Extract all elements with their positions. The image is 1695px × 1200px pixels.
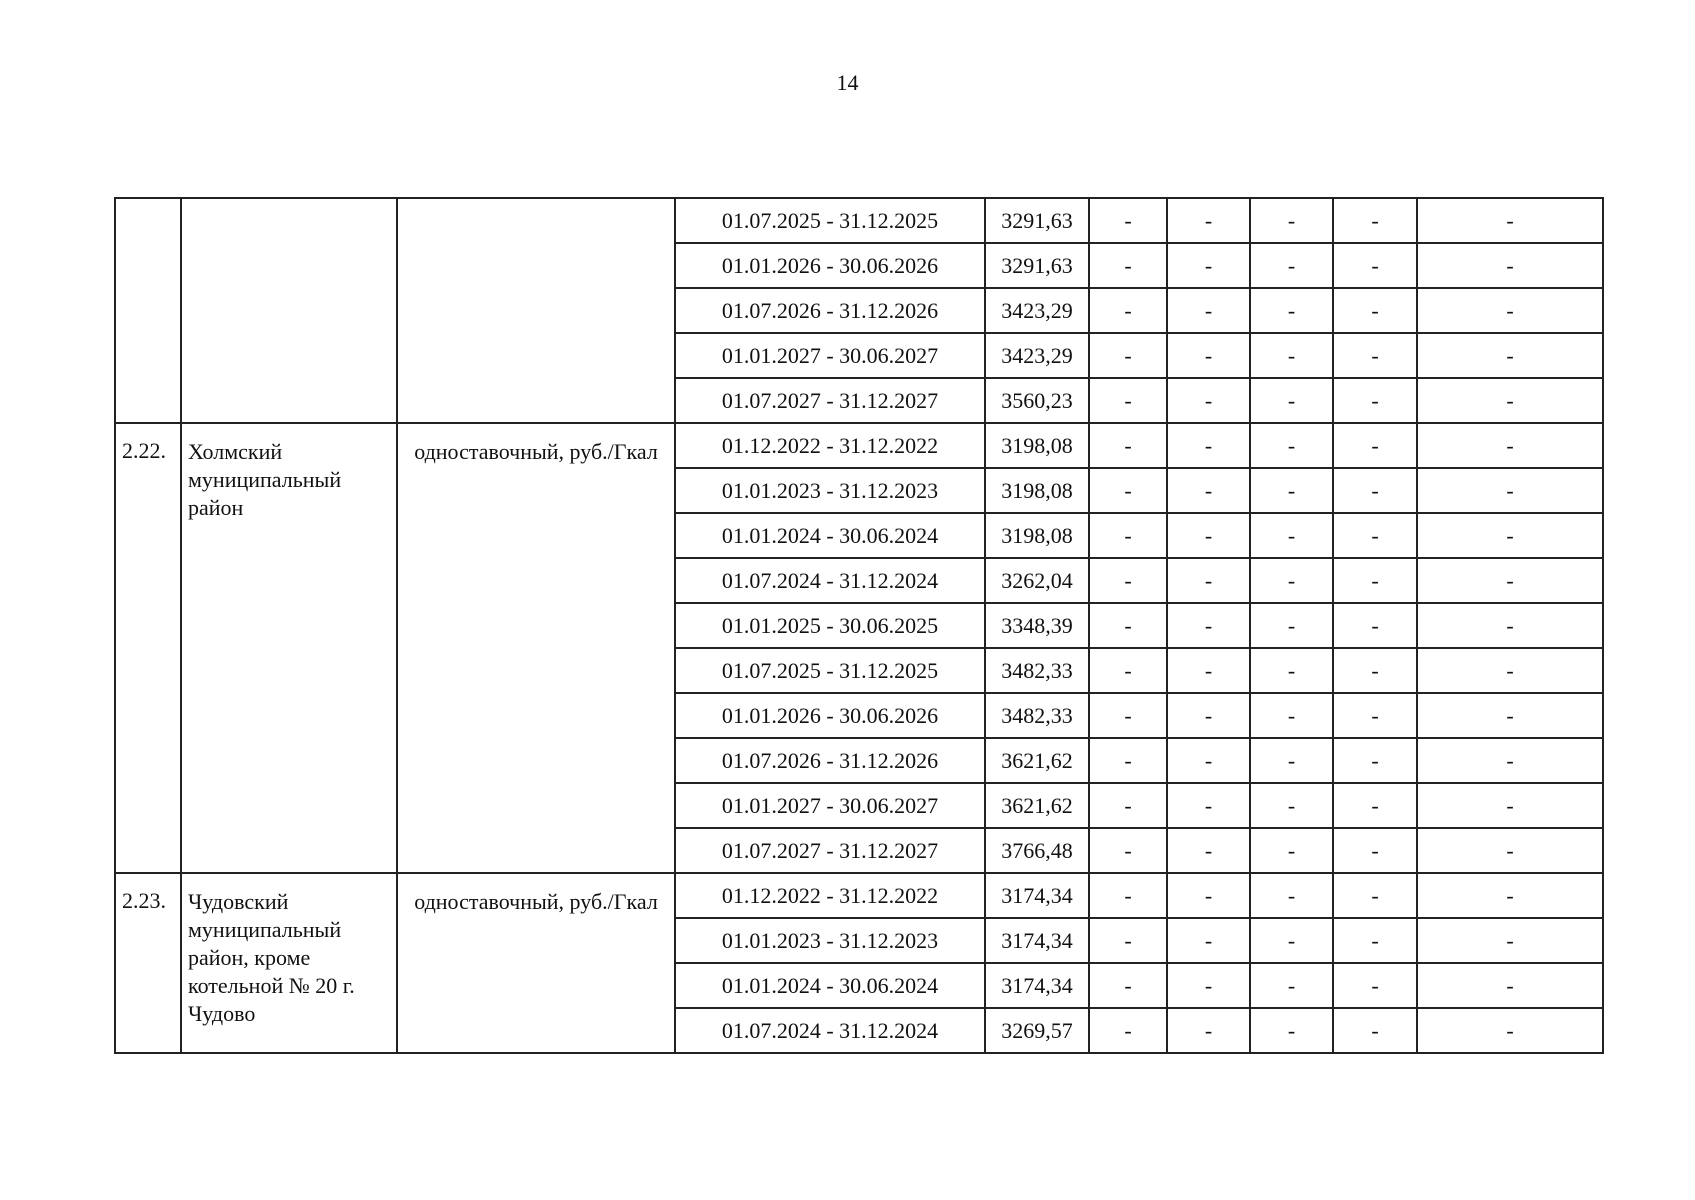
empty-value-cell-5: - [1417, 828, 1603, 873]
period-cell: 01.07.2027 - 31.12.2027 [675, 378, 985, 423]
empty-value-cell-5: - [1417, 603, 1603, 648]
table-row [115, 873, 1603, 918]
empty-value-cell-5: - [1417, 963, 1603, 1008]
empty-value-cell-2: - [1167, 738, 1250, 783]
tariff-value-cell: 3291,63 [985, 198, 1089, 243]
empty-value-cell-1: - [1089, 693, 1167, 738]
empty-value-cell-4: - [1333, 1008, 1417, 1053]
period-cell: 01.07.2025 - 31.12.2025 [675, 198, 985, 243]
empty-value-cell-1: - [1089, 468, 1167, 513]
period-cell: 01.07.2024 - 31.12.2024 [675, 1008, 985, 1053]
empty-value-cell-2: - [1167, 693, 1250, 738]
table-row [115, 423, 1603, 468]
empty-value-cell-2: - [1167, 783, 1250, 828]
period-cell: 01.01.2026 - 30.06.2026 [675, 243, 985, 288]
empty-value-cell-4: - [1333, 603, 1417, 648]
tariff-type-cell [397, 198, 675, 423]
empty-value-cell-4: - [1333, 513, 1417, 558]
empty-value-cell-4: - [1333, 378, 1417, 423]
empty-value-cell-3: - [1250, 693, 1333, 738]
tariff-value-cell: 3198,08 [985, 468, 1089, 513]
empty-value-cell-2: - [1167, 198, 1250, 243]
empty-value-cell-5: - [1417, 873, 1603, 918]
empty-value-cell-4: - [1333, 648, 1417, 693]
municipality-name-cell: Чудовский муниципальный район, кроме котельной № 20 г. Чудово [181, 873, 397, 1053]
empty-value-cell-1: - [1089, 243, 1167, 288]
empty-value-cell-1: - [1089, 513, 1167, 558]
empty-value-cell-4: - [1333, 828, 1417, 873]
empty-value-cell-5: - [1417, 783, 1603, 828]
empty-value-cell-1: - [1089, 648, 1167, 693]
empty-value-cell-3: - [1250, 918, 1333, 963]
tariff-value-cell: 3174,34 [985, 918, 1089, 963]
empty-value-cell-3: - [1250, 963, 1333, 1008]
tariff-table [114, 197, 1604, 1054]
tariff-value-cell: 3482,33 [985, 648, 1089, 693]
tariff-value-cell: 3291,63 [985, 243, 1089, 288]
empty-value-cell-3: - [1250, 243, 1333, 288]
row-number-cell [115, 198, 181, 423]
municipality-name-cell [181, 198, 397, 423]
tariff-type-cell: одноставочный, руб./Гкал [397, 873, 675, 1053]
tariff-value-cell: 3198,08 [985, 423, 1089, 468]
empty-value-cell-2: - [1167, 1008, 1250, 1053]
empty-value-cell-2: - [1167, 423, 1250, 468]
empty-value-cell-1: - [1089, 333, 1167, 378]
tariff-value-cell: 3560,23 [985, 378, 1089, 423]
empty-value-cell-1: - [1089, 603, 1167, 648]
empty-value-cell-5: - [1417, 1008, 1603, 1053]
table-row [115, 198, 1603, 243]
empty-value-cell-5: - [1417, 198, 1603, 243]
period-cell: 01.07.2026 - 31.12.2026 [675, 288, 985, 333]
empty-value-cell-5: - [1417, 288, 1603, 333]
empty-value-cell-2: - [1167, 873, 1250, 918]
empty-value-cell-1: - [1089, 198, 1167, 243]
empty-value-cell-5: - [1417, 513, 1603, 558]
empty-value-cell-3: - [1250, 1008, 1333, 1053]
empty-value-cell-4: - [1333, 783, 1417, 828]
empty-value-cell-3: - [1250, 603, 1333, 648]
tariff-value-cell: 3621,62 [985, 783, 1089, 828]
empty-value-cell-4: - [1333, 918, 1417, 963]
tariff-value-cell: 3262,04 [985, 558, 1089, 603]
empty-value-cell-1: - [1089, 288, 1167, 333]
period-cell: 01.01.2027 - 30.06.2027 [675, 783, 985, 828]
empty-value-cell-1: - [1089, 783, 1167, 828]
empty-value-cell-5: - [1417, 333, 1603, 378]
empty-value-cell-3: - [1250, 648, 1333, 693]
tariff-value-cell: 3621,62 [985, 738, 1089, 783]
tariff-value-cell: 3348,39 [985, 603, 1089, 648]
empty-value-cell-5: - [1417, 558, 1603, 603]
empty-value-cell-2: - [1167, 918, 1250, 963]
period-cell: 01.01.2026 - 30.06.2026 [675, 693, 985, 738]
empty-value-cell-2: - [1167, 333, 1250, 378]
empty-value-cell-3: - [1250, 378, 1333, 423]
period-cell: 01.07.2027 - 31.12.2027 [675, 828, 985, 873]
empty-value-cell-2: - [1167, 648, 1250, 693]
empty-value-cell-4: - [1333, 693, 1417, 738]
empty-value-cell-2: - [1167, 243, 1250, 288]
tariff-value-cell: 3269,57 [985, 1008, 1089, 1053]
empty-value-cell-5: - [1417, 918, 1603, 963]
period-cell: 01.12.2022 - 31.12.2022 [675, 873, 985, 918]
empty-value-cell-1: - [1089, 873, 1167, 918]
empty-value-cell-2: - [1167, 468, 1250, 513]
table-body [115, 198, 1603, 1053]
empty-value-cell-1: - [1089, 918, 1167, 963]
empty-value-cell-2: - [1167, 288, 1250, 333]
empty-value-cell-3: - [1250, 783, 1333, 828]
empty-value-cell-2: - [1167, 513, 1250, 558]
period-cell: 01.01.2023 - 31.12.2023 [675, 468, 985, 513]
empty-value-cell-5: - [1417, 468, 1603, 513]
empty-value-cell-2: - [1167, 963, 1250, 1008]
tariff-value-cell: 3174,34 [985, 873, 1089, 918]
empty-value-cell-3: - [1250, 288, 1333, 333]
period-cell: 01.12.2022 - 31.12.2022 [675, 423, 985, 468]
tariff-value-cell: 3423,29 [985, 288, 1089, 333]
empty-value-cell-3: - [1250, 828, 1333, 873]
empty-value-cell-5: - [1417, 243, 1603, 288]
empty-value-cell-1: - [1089, 558, 1167, 603]
empty-value-cell-4: - [1333, 963, 1417, 1008]
period-cell: 01.07.2024 - 31.12.2024 [675, 558, 985, 603]
period-cell: 01.01.2023 - 31.12.2023 [675, 918, 985, 963]
empty-value-cell-3: - [1250, 738, 1333, 783]
empty-value-cell-2: - [1167, 378, 1250, 423]
empty-value-cell-2: - [1167, 558, 1250, 603]
row-number-cell: 2.22. [115, 423, 181, 873]
period-cell: 01.07.2026 - 31.12.2026 [675, 738, 985, 783]
empty-value-cell-3: - [1250, 423, 1333, 468]
tariff-type-cell: одноставочный, руб./Гкал [397, 423, 675, 873]
empty-value-cell-5: - [1417, 738, 1603, 783]
empty-value-cell-1: - [1089, 738, 1167, 783]
period-cell: 01.07.2025 - 31.12.2025 [675, 648, 985, 693]
period-cell: 01.01.2025 - 30.06.2025 [675, 603, 985, 648]
empty-value-cell-5: - [1417, 378, 1603, 423]
tariff-value-cell: 3174,34 [985, 963, 1089, 1008]
empty-value-cell-1: - [1089, 828, 1167, 873]
period-cell: 01.01.2024 - 30.06.2024 [675, 963, 985, 1008]
period-cell: 01.01.2024 - 30.06.2024 [675, 513, 985, 558]
empty-value-cell-3: - [1250, 333, 1333, 378]
empty-value-cell-1: - [1089, 963, 1167, 1008]
empty-value-cell-4: - [1333, 558, 1417, 603]
empty-value-cell-3: - [1250, 873, 1333, 918]
empty-value-cell-5: - [1417, 693, 1603, 738]
municipality-name-cell: Холмский муниципальный район [181, 423, 397, 873]
page-number: 14 [836, 70, 859, 95]
empty-value-cell-4: - [1333, 873, 1417, 918]
empty-value-cell-5: - [1417, 648, 1603, 693]
empty-value-cell-4: - [1333, 288, 1417, 333]
tariff-value-cell: 3423,29 [985, 333, 1089, 378]
empty-value-cell-4: - [1333, 738, 1417, 783]
empty-value-cell-3: - [1250, 558, 1333, 603]
empty-value-cell-1: - [1089, 423, 1167, 468]
empty-value-cell-4: - [1333, 468, 1417, 513]
empty-value-cell-4: - [1333, 333, 1417, 378]
empty-value-cell-4: - [1333, 423, 1417, 468]
empty-value-cell-1: - [1089, 378, 1167, 423]
period-cell: 01.01.2027 - 30.06.2027 [675, 333, 985, 378]
empty-value-cell-4: - [1333, 243, 1417, 288]
empty-value-cell-3: - [1250, 513, 1333, 558]
empty-value-cell-1: - [1089, 1008, 1167, 1053]
empty-value-cell-2: - [1167, 828, 1250, 873]
empty-value-cell-2: - [1167, 603, 1250, 648]
empty-value-cell-5: - [1417, 423, 1603, 468]
empty-value-cell-4: - [1333, 198, 1417, 243]
tariff-value-cell: 3198,08 [985, 513, 1089, 558]
tariff-value-cell: 3766,48 [985, 828, 1089, 873]
empty-value-cell-3: - [1250, 198, 1333, 243]
row-number-cell: 2.23. [115, 873, 181, 1053]
empty-value-cell-3: - [1250, 468, 1333, 513]
tariff-value-cell: 3482,33 [985, 693, 1089, 738]
